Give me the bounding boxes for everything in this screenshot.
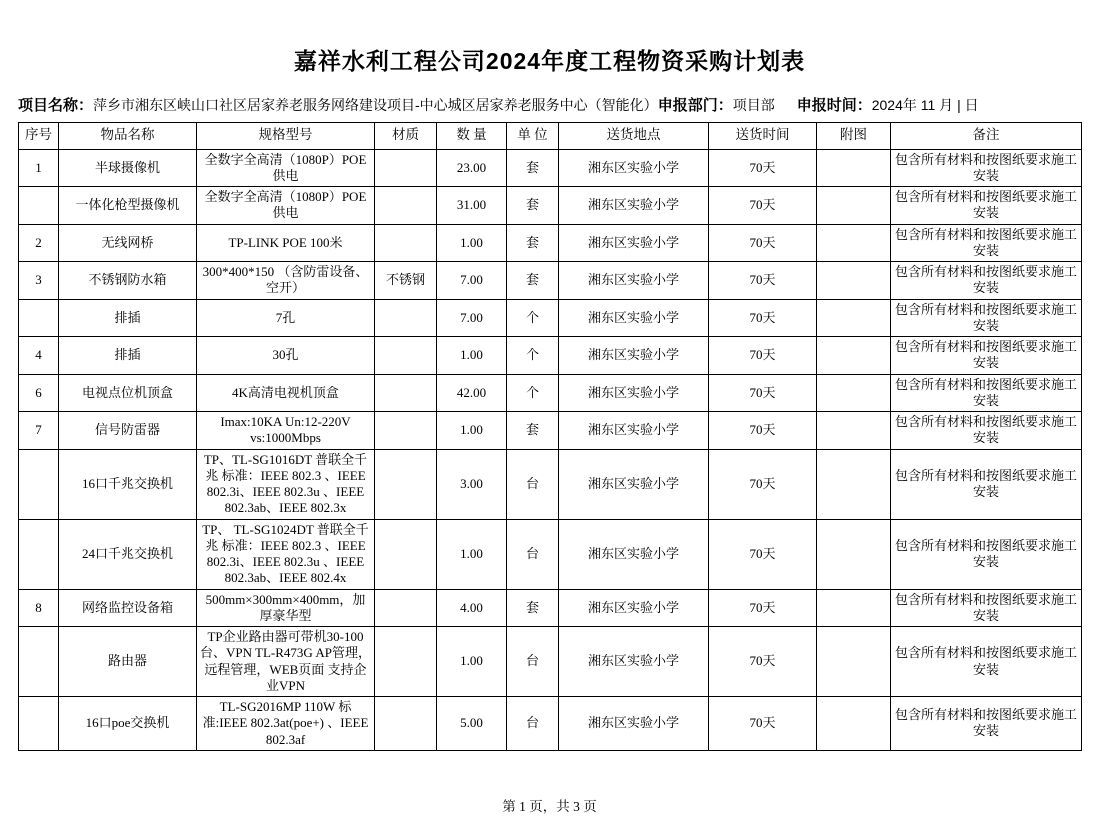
cell-figure [817, 519, 891, 589]
cell-quantity: 1.00 [437, 337, 507, 375]
cell-seq [19, 187, 59, 225]
cell-quantity: 3.00 [437, 449, 507, 519]
cell-seq [19, 449, 59, 519]
page-title: 嘉祥水利工程公司2024年度工程物资采购计划表 [293, 48, 806, 74]
table-row [19, 412, 1082, 450]
table-row [19, 187, 1082, 225]
cell-delivery-time: 70天 [709, 589, 817, 627]
column-header-delivery-time: 送货时间 [709, 122, 817, 149]
cell-unit: 套 [507, 149, 559, 187]
declare-date-value: 2024年 11 月 | 日 [871, 96, 979, 113]
cell-seq [19, 627, 59, 697]
cell-remark: 包含所有材料和按图纸要求施工安装 [891, 299, 1082, 337]
cell-material [375, 149, 437, 187]
cell-name: 半球摄像机 [59, 149, 197, 187]
cell-delivery-time: 70天 [709, 412, 817, 450]
cell-address: 湘东区实验小学 [559, 449, 709, 519]
cell-delivery-time: 70天 [709, 627, 817, 697]
cell-address: 湘东区实验小学 [559, 412, 709, 450]
cell-seq: 1 [19, 149, 59, 187]
cell-material [375, 697, 437, 751]
cell-spec: TP-LINK POE 100米 [197, 224, 375, 262]
cell-spec: TL-SG2016MP 110W 标准:IEEE 802.3at(poe+) 、IEEE 802.3af [197, 697, 375, 751]
cell-spec: 30孔 [197, 337, 375, 375]
cell-remark: 包含所有材料和按图纸要求施工安装 [891, 589, 1082, 627]
cell-name: 网络监控设备箱 [59, 589, 197, 627]
cell-name: 路由器 [59, 627, 197, 697]
cell-delivery-time: 70天 [709, 187, 817, 225]
cell-unit: 套 [507, 412, 559, 450]
cell-remark: 包含所有材料和按图纸要求施工安装 [891, 449, 1082, 519]
cell-name: 无线网桥 [59, 224, 197, 262]
table-row [19, 697, 1082, 751]
cell-spec: 全数字全高清（1080P）POE供电 [197, 187, 375, 225]
cell-remark: 包含所有材料和按图纸要求施工安装 [891, 224, 1082, 262]
table-row [19, 262, 1082, 300]
cell-material [375, 412, 437, 450]
cell-address: 湘东区实验小学 [559, 299, 709, 337]
cell-quantity: 1.00 [437, 519, 507, 589]
cell-remark: 包含所有材料和按图纸要求施工安装 [891, 627, 1082, 697]
cell-figure [817, 224, 891, 262]
cell-spec: 全数字全高清（1080P）POE供电 [197, 149, 375, 187]
table-row [19, 299, 1082, 337]
column-header-material: 材质 [375, 122, 437, 149]
declare-dept-value: 项目部 [732, 96, 775, 113]
cell-quantity: 1.00 [437, 627, 507, 697]
document-page [0, 48, 1099, 819]
cell-name: 一体化枪型摄像机 [59, 187, 197, 225]
cell-address: 湘东区实验小学 [559, 589, 709, 627]
cell-remark: 包含所有材料和按图纸要求施工安装 [891, 374, 1082, 412]
column-header-name: 物品名称 [59, 122, 197, 149]
cell-seq: 7 [19, 412, 59, 450]
column-header-spec: 规格型号 [197, 122, 375, 149]
cell-figure [817, 412, 891, 450]
column-header-seq: 序号 [19, 122, 59, 149]
cell-remark: 包含所有材料和按图纸要求施工安装 [891, 149, 1082, 187]
cell-quantity: 5.00 [437, 697, 507, 751]
cell-spec: Imax:10KA Un:12-220V vs:1000Mbps [197, 412, 375, 450]
cell-unit: 台 [507, 697, 559, 751]
cell-name: 16口千兆交换机 [59, 449, 197, 519]
cell-unit: 个 [507, 374, 559, 412]
cell-seq: 6 [19, 374, 59, 412]
cell-unit: 台 [507, 627, 559, 697]
project-name-label: 项目名称： [18, 96, 94, 114]
cell-unit: 个 [507, 337, 559, 375]
table-row [19, 374, 1082, 412]
column-header-address: 送货地点 [559, 122, 709, 149]
cell-remark: 包含所有材料和按图纸要求施工安装 [891, 697, 1082, 751]
cell-material [375, 299, 437, 337]
cell-spec: TP企业路由器可带机30-100台、VPN TL-R473G AP管理，远程管理，WEB页面 支持企业VPN [197, 627, 375, 697]
cell-seq: 4 [19, 337, 59, 375]
cell-remark: 包含所有材料和按图纸要求施工安装 [891, 519, 1082, 589]
cell-name: 16口poe交换机 [59, 697, 197, 751]
cell-delivery-time: 70天 [709, 224, 817, 262]
cell-seq: 2 [19, 224, 59, 262]
cell-figure [817, 337, 891, 375]
cell-unit: 套 [507, 224, 559, 262]
cell-figure [817, 374, 891, 412]
declare-dept-label: 申报部门： [657, 96, 733, 114]
cell-material [375, 589, 437, 627]
cell-delivery-time: 70天 [709, 519, 817, 589]
cell-spec: 4K高清电视机顶盒 [197, 374, 375, 412]
cell-figure [817, 449, 891, 519]
cell-address: 湘东区实验小学 [559, 337, 709, 375]
cell-quantity: 4.00 [437, 589, 507, 627]
cell-spec: 300*400*150 （含防雷设备、空开） [197, 262, 375, 300]
cell-delivery-time: 70天 [709, 149, 817, 187]
table-row [19, 589, 1082, 627]
cell-figure [817, 627, 891, 697]
cell-spec: 500mm×300mm×400mm，加厚豪华型 [197, 589, 375, 627]
cell-material [375, 449, 437, 519]
cell-quantity: 7.00 [437, 262, 507, 300]
project-name-value: 萍乡市湘东区峡山口社区居家养老服务网络建设项目-中心城区居家养老服务中心（智能化） [93, 96, 658, 113]
cell-delivery-time: 70天 [709, 449, 817, 519]
cell-material [375, 187, 437, 225]
cell-quantity: 7.00 [437, 299, 507, 337]
table-row [19, 224, 1082, 262]
cell-remark: 包含所有材料和按图纸要求施工安装 [891, 262, 1082, 300]
cell-quantity: 1.00 [437, 224, 507, 262]
cell-name: 信号防雷器 [59, 412, 197, 450]
cell-figure [817, 589, 891, 627]
cell-address: 湘东区实验小学 [559, 224, 709, 262]
cell-material [375, 627, 437, 697]
cell-quantity: 31.00 [437, 187, 507, 225]
cell-delivery-time: 70天 [709, 374, 817, 412]
table-row [19, 519, 1082, 589]
cell-material [375, 224, 437, 262]
cell-delivery-time: 70天 [709, 262, 817, 300]
cell-quantity: 23.00 [437, 149, 507, 187]
table-row [19, 149, 1082, 187]
cell-address: 湘东区实验小学 [559, 519, 709, 589]
cell-name: 排插 [59, 337, 197, 375]
cell-seq: 8 [19, 589, 59, 627]
cell-remark: 包含所有材料和按图纸要求施工安装 [891, 187, 1082, 225]
table-body [19, 149, 1082, 750]
cell-unit: 套 [507, 187, 559, 225]
document-meta [18, 94, 1081, 115]
table-row [19, 337, 1082, 375]
cell-figure [817, 262, 891, 300]
cell-spec: TP、 TL-SG1024DT 普联全千兆 标准：IEEE 802.3 、IEEE 802.3i、IEEE 802.3u 、IEEE 802.3ab、IEEE 802.4x [197, 519, 375, 589]
cell-material: 不锈钢 [375, 262, 437, 300]
cell-material [375, 337, 437, 375]
cell-delivery-time: 70天 [709, 697, 817, 751]
cell-name: 排插 [59, 299, 197, 337]
table-row [19, 627, 1082, 697]
cell-unit: 套 [507, 589, 559, 627]
cell-quantity: 1.00 [437, 412, 507, 450]
table-header-row [19, 122, 1082, 149]
cell-spec: TP、TL-SG1016DT 普联全千兆 标准：IEEE 802.3 、IEEE 802.3i、IEEE 802.3u 、IEEE 802.3ab、IEEE 802.3x [197, 449, 375, 519]
column-header-quantity: 数 量 [437, 122, 507, 149]
cell-address: 湘东区实验小学 [559, 187, 709, 225]
declare-date-label: 申报时间： [796, 96, 872, 114]
column-header-unit: 单 位 [507, 122, 559, 149]
cell-material [375, 519, 437, 589]
cell-name: 24口千兆交换机 [59, 519, 197, 589]
cell-figure [817, 299, 891, 337]
cell-seq: 3 [19, 262, 59, 300]
cell-seq [19, 519, 59, 589]
cell-unit: 台 [507, 449, 559, 519]
page-footer: 第 1 页，共 3 页 [502, 799, 597, 814]
column-header-remark: 备注 [891, 122, 1082, 149]
table-row [19, 449, 1082, 519]
cell-remark: 包含所有材料和按图纸要求施工安装 [891, 337, 1082, 375]
cell-remark: 包含所有材料和按图纸要求施工安装 [891, 412, 1082, 450]
cell-unit: 套 [507, 262, 559, 300]
cell-seq [19, 299, 59, 337]
cell-address: 湘东区实验小学 [559, 374, 709, 412]
cell-figure [817, 187, 891, 225]
cell-address: 湘东区实验小学 [559, 627, 709, 697]
cell-address: 湘东区实验小学 [559, 262, 709, 300]
cell-material [375, 374, 437, 412]
cell-name: 不锈钢防水箱 [59, 262, 197, 300]
cell-spec: 7孔 [197, 299, 375, 337]
cell-seq [19, 697, 59, 751]
cell-name: 电视点位机顶盒 [59, 374, 197, 412]
cell-unit: 台 [507, 519, 559, 589]
column-header-figure: 附图 [817, 122, 891, 149]
cell-figure [817, 697, 891, 751]
cell-address: 湘东区实验小学 [559, 149, 709, 187]
cell-figure [817, 149, 891, 187]
cell-delivery-time: 70天 [709, 337, 817, 375]
cell-address: 湘东区实验小学 [559, 697, 709, 751]
procurement-plan-table [18, 122, 1082, 751]
cell-quantity: 42.00 [437, 374, 507, 412]
cell-delivery-time: 70天 [709, 299, 817, 337]
cell-unit: 个 [507, 299, 559, 337]
